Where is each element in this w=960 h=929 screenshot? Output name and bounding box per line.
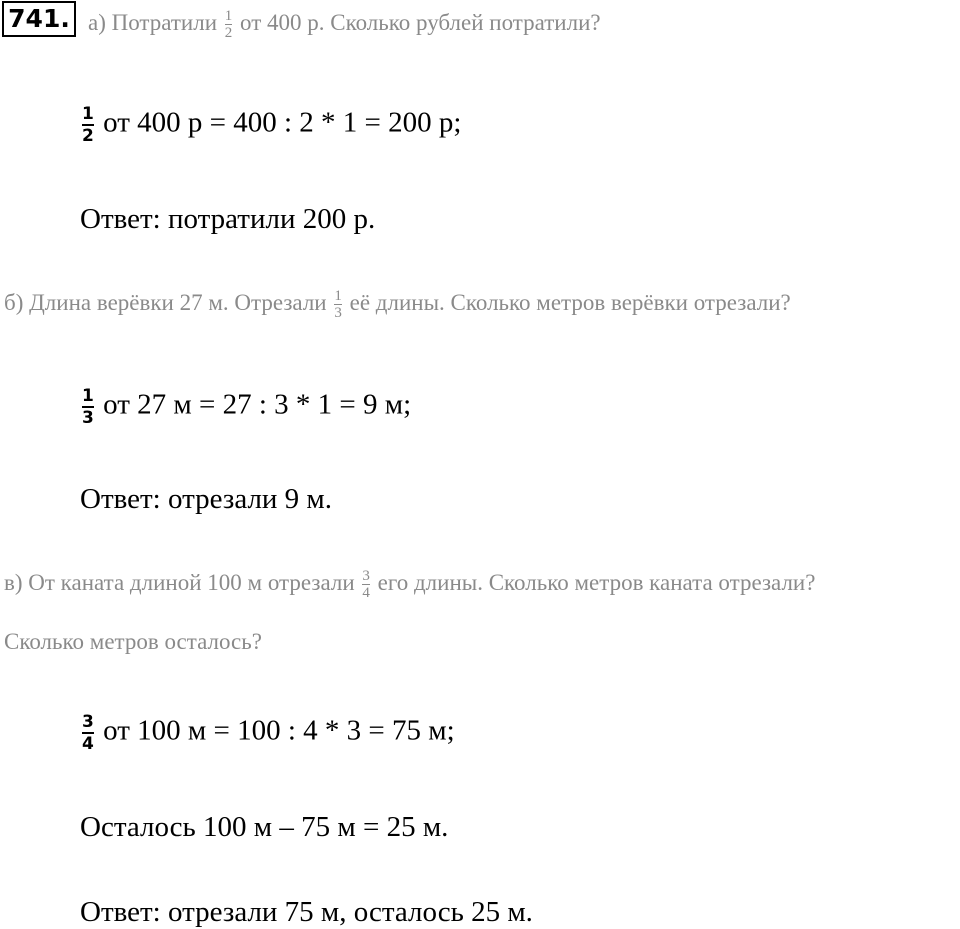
fraction-numerator: 1 [224,8,233,24]
fraction-denominator: 4 [362,585,370,601]
answer-c: Ответ: отрезали 75 м, осталось 25 м. [80,896,533,928]
solution-c-fraction [80,712,96,754]
fraction-denominator: 3 [82,408,94,428]
solution-b-fraction [80,386,96,428]
solution-a-fraction [80,104,96,146]
fraction-numerator: 3 [362,568,370,584]
solution-b-text: от 27 м = 27 : 3 * 1 = 9 м; [103,388,412,421]
fraction-numerator: 1 [82,104,94,124]
question-c-prefix: в) От каната длиной 100 м отрезали [4,569,355,595]
question-c-fraction [360,568,372,601]
answer-b: Ответ: отрезали 9 м. [80,483,333,515]
question-c-line2: Сколько метров осталось? [4,629,262,654]
solution-b [80,386,411,428]
question-a-prefix: а) Потратили [88,9,218,35]
question-a-fraction [223,8,235,41]
fraction-numerator: 1 [334,288,342,304]
fraction-numerator: 3 [82,712,94,732]
answer-a: Ответ: потратили 200 р. [80,203,376,235]
question-b-prefix: б) Длина верёвки 27 м. Отрезали [4,289,327,315]
fraction-denominator: 2 [82,126,94,146]
question-b-suffix: её длины. Сколько метров верёвки отрезали? [349,289,791,315]
question-c [4,568,815,601]
fraction-denominator: 4 [82,734,94,754]
question-b-fraction [332,288,344,321]
fraction-denominator: 2 [224,25,233,41]
fraction-numerator: 1 [82,386,94,406]
solution-a [80,104,461,146]
remainder-c: Осталось 100 м – 75 м = 25 м. [80,811,449,843]
solution-c [80,712,455,754]
question-a [88,8,601,41]
question-a-suffix: от 400 р. Сколько рублей потратили? [240,9,601,35]
fraction-denominator: 3 [334,305,342,321]
solution-a-text: от 400 р = 400 : 2 * 1 = 200 р; [103,106,462,139]
question-c-suffix: его длины. Сколько метров каната отрезали? [377,569,816,595]
problem-number: 741. [2,1,76,37]
question-b [4,288,791,321]
solution-c-text: от 100 м = 100 : 4 * 3 = 75 м; [103,714,455,747]
